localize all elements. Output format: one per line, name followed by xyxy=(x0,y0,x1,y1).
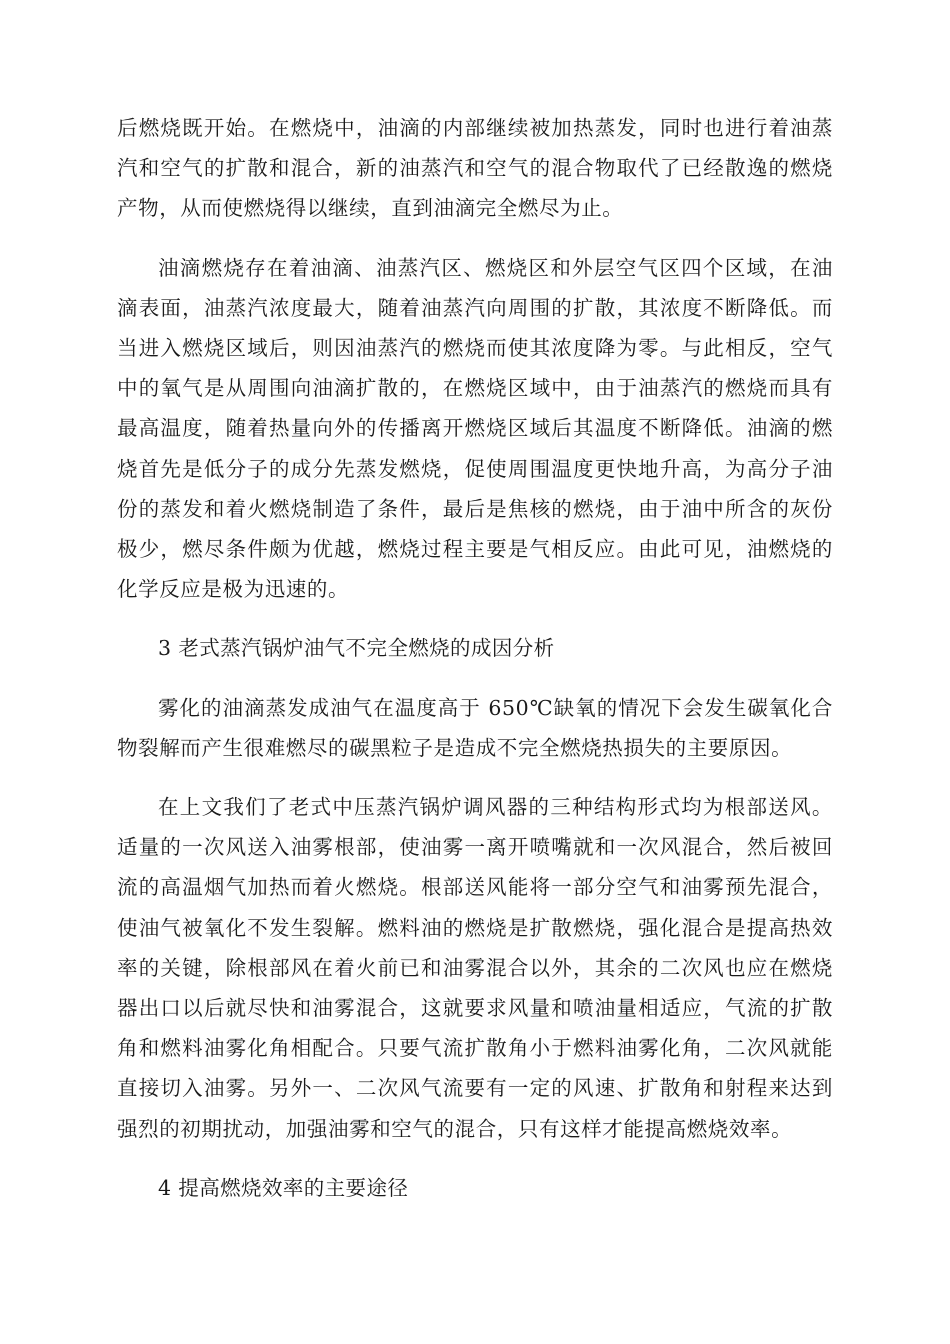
paragraph-root-air-supply: 在上文我们了老式中压蒸汽锅炉调风器的三种结构形式均为根部送风。适量的一次风送入油雾根部，使油雾一离开喷嘴就和一次风混合，然后被回流的高温烟气加热而着火燃烧。根部送风能将一部分空气和油雾预先混合，使油气被氧化不发生裂解。燃料油的燃烧是扩散燃烧，强化混合是提高热效率的关键，除根部风在着火前已和油雾混合以外，其余的二次风也应在燃烧器出口以后就尽快和油雾混合，这就要求风量和喷油量相适应，气流的扩散角和燃料油雾化角相配合。只要气流扩散角小于燃料油雾化角，二次风就能直接切入油雾。另外一、二次风气流要有一定的风速、扩散角和射程来达到强烈的初期扰动，加强油雾和空气的混合，只有这样才能提高燃烧效率。 xyxy=(117,795,833,1141)
paragraph-droplet-combustion-zones: 油滴燃烧存在着油滴、油蒸汽区、燃烧区和外层空气区四个区域，在油滴表面，油蒸汽浓度最大，随着油蒸汽向周围的扩散，其浓度不断降低。而当进入燃烧区域后，则因油蒸汽的燃烧而使其浓度降为零。与此相反，空气中的氧气是从周围向油滴扩散的，在燃烧区域中，由于油蒸汽的燃烧而具有最高温度，随着热量向外的传播离开燃烧区域后其温度不断降低。油滴的燃烧首先是低分子的成分先蒸发燃烧，促使周围温度更快地升高，为高分子油份的蒸发和着火燃烧制造了条件，最后是焦核的燃烧，由于油中所含的灰份极少，燃尽条件颇为优越，燃烧过程主要是气相反应。由此可见，油燃烧的化学反应是极为迅速的。 xyxy=(117,255,833,602)
section-heading-3: 3 老式蒸汽锅炉油气不完全燃烧的成因分析 xyxy=(158,636,555,661)
paragraph-cause-carbon-black: 雾化的油滴蒸发成油气在温度高于 650℃缺氧的情况下会发生碳氧化合物裂解而产生很难燃尽的碳黑粒子是造成不完全燃烧热损失的主要原因。 xyxy=(117,695,833,760)
section-heading-4: 4 提高燃烧效率的主要途径 xyxy=(158,1175,409,1200)
paragraph-combustion-continuation: 后燃烧既开始。在燃烧中，油滴的内部继续被加热蒸发，同时也进行着油蒸汽和空气的扩散和混合，新的油蒸汽和空气的混合物取代了已经散逸的燃烧产物，从而使燃烧得以继续，直到油滴完全燃尽为止。 xyxy=(117,116,833,221)
document-page xyxy=(117,108,833,1227)
